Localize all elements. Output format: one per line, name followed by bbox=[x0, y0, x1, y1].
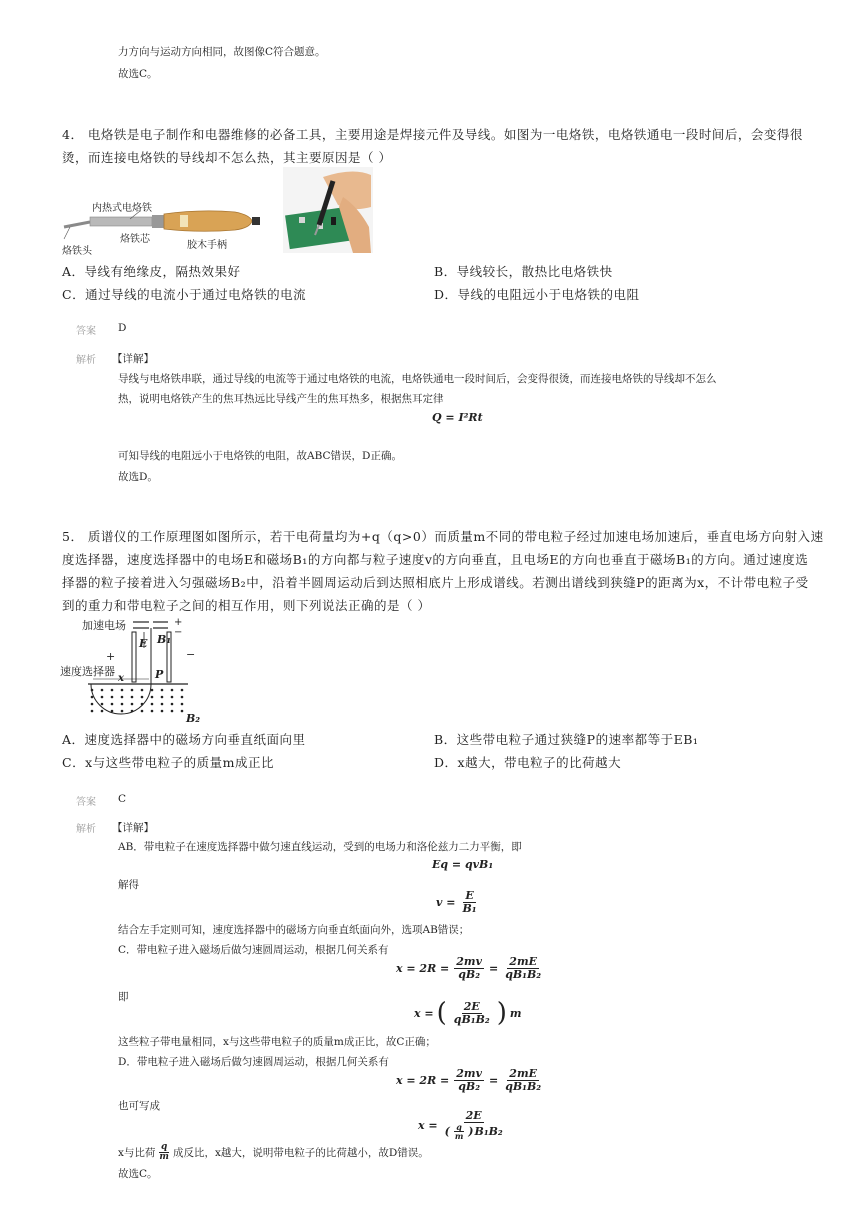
label-plus-left: + bbox=[106, 650, 116, 663]
f2-den: B₁ bbox=[462, 902, 477, 915]
s9-pre: x与比荷 bbox=[118, 1147, 156, 1159]
q5-stem-line-3: 择器的粒子接着进入匀强磁场B₂中，沿着半圆周运动后到达照相底片上形成谱线。若测出谱线到狭缝P的距离为x，不计带电粒子受 bbox=[62, 575, 809, 590]
q5-option-d: D．x越大，带电粒子的比荷越大 bbox=[434, 755, 622, 770]
label-inner-heat-iron: 内热式电烙铁 bbox=[92, 203, 152, 214]
label-velocity-selector: 速度选择器 bbox=[60, 665, 115, 678]
f4-den: qB₁B₂ bbox=[453, 1012, 490, 1026]
q5-answer-label: 答案 bbox=[76, 797, 96, 808]
f4-num: 2E bbox=[463, 999, 480, 1013]
q4-analysis-label: 解析 bbox=[76, 355, 96, 366]
f6-lhs: x = bbox=[418, 1118, 438, 1132]
label-iron-core: 烙铁芯 bbox=[120, 234, 150, 245]
f3-eq: = bbox=[488, 962, 499, 975]
q4-joule-formula: Q = I²Rt bbox=[432, 411, 483, 424]
f6-den-rest: B₁B₂ bbox=[474, 1124, 503, 1138]
q5-answer: C bbox=[118, 793, 127, 805]
q5-step-3: 结合左手定则可知，速度选择器中的磁场方向垂直纸面向外，选项AB错误； bbox=[118, 924, 470, 936]
q4-solution-line-4: 故选D。 bbox=[118, 471, 158, 483]
f6-num: 2E bbox=[465, 1109, 482, 1122]
q4-option-b: B．导线较长，散热比电烙铁快 bbox=[434, 264, 613, 279]
q4-answer: D bbox=[118, 322, 127, 334]
q5-stem-line-2: 度选择器，速度选择器中的电场E和磁场B₁的方向都与粒子速度v的方向垂直，且电场E的方向也垂直于磁场B₁的方向。通过速度选 bbox=[62, 552, 809, 567]
prev-line-1: 力方向与运动方向相同，故图像C符合题意。 bbox=[118, 46, 326, 58]
f3-num-2: 2mE bbox=[509, 955, 537, 968]
q5-stem-line-1: 5． 质谱仪的工作原理图如图所示，若干电荷量均为+q（q>0）而质量m不同的带电粒子经过加速电场加速后，垂直电场方向射入速 bbox=[62, 529, 824, 544]
f4-m: m bbox=[509, 1006, 522, 1020]
label-plus-top: + bbox=[174, 617, 183, 628]
label-accel-field: 加速电场 bbox=[82, 619, 126, 632]
q5-detail-heading: 【详解】 bbox=[112, 822, 154, 834]
q5-step-9 bbox=[118, 1143, 429, 1162]
soldering-photo bbox=[283, 167, 373, 253]
q5-option-a: A．速度选择器中的磁场方向垂直纸面向里 bbox=[62, 732, 306, 747]
label-P: P bbox=[155, 668, 164, 681]
f4-lhs: x = bbox=[414, 1006, 434, 1020]
label-x: x bbox=[118, 673, 124, 684]
q5-formula-2 bbox=[436, 890, 481, 915]
s9-m: m bbox=[159, 1152, 169, 1162]
f2-num: E bbox=[465, 889, 474, 902]
q5-formula-4: x = ( $\frac{2E}{\text{qB₁B₂}}$ ) m bbox=[414, 998, 522, 1028]
f6-den-m: m bbox=[454, 1131, 464, 1141]
q4-option-a: A．导线有绝缘皮，隔热效果好 bbox=[62, 264, 241, 279]
label-minus-right: − bbox=[186, 648, 196, 661]
q5-step-8: 也可写成 bbox=[118, 1100, 160, 1112]
f5-num-2: 2mE bbox=[509, 1067, 537, 1080]
q4-option-c: C．通过导线的电流小于通过电烙铁的电流 bbox=[62, 287, 307, 302]
q5-step-10: 故选C。 bbox=[118, 1168, 158, 1180]
label-bakelite-handle: 胶木手柄 bbox=[187, 240, 227, 251]
q4-solution-line-3: 可知导线的电阻远小于电烙铁的电阻，故ABC错误，D正确。 bbox=[118, 450, 402, 462]
q5-step-4: C．带电粒子进入磁场后做匀速圆周运动，根据几何关系有 bbox=[118, 944, 389, 956]
q4-solution-line-1: 导线与电烙铁串联，通过导线的电流等于通过电烙铁的电流，电烙铁通电一段时间后，会变得很烫，而连接电烙铁的导线却不怎么 bbox=[118, 373, 717, 385]
f3-num-1: 2mv bbox=[456, 955, 482, 968]
f5-lhs: x = 2R = bbox=[396, 1074, 450, 1087]
q5-step-1: AB．带电粒子在速度选择器中做匀速直线运动，受到的电场力和洛伦兹力二力平衡，即 bbox=[118, 841, 522, 853]
q4-stem-line-1: 4． 电烙铁是电子制作和电器维修的必备工具，主要用途是焊接元件及导线。如图为一电烙铁，电烙铁通电一段时间后，会变得很 bbox=[62, 127, 803, 142]
f2-lhs: v = bbox=[436, 896, 456, 909]
s9-q: q bbox=[161, 1142, 168, 1152]
f3-den-2: qB₁B₂ bbox=[505, 968, 542, 981]
q4-answer-label: 答案 bbox=[76, 326, 96, 337]
label-minus-top: − bbox=[174, 627, 183, 638]
s9-post: 成反比，x越大，说明带电粒子的比荷越小，故D错误。 bbox=[172, 1147, 429, 1159]
q4-stem-line-2: 烫，而连接电烙铁的导线却不怎么热，其主要原因是（ ） bbox=[62, 150, 392, 165]
f5-den-1: qB₂ bbox=[458, 1080, 481, 1093]
f5-eq: = bbox=[488, 1074, 499, 1087]
q5-formula-3 bbox=[396, 956, 545, 981]
f5-den-2: qB₁B₂ bbox=[505, 1080, 542, 1093]
q4-solution-line-2: 热，说明电烙铁产生的焦耳热远比导线产生的焦耳热多，根据焦耳定律 bbox=[118, 393, 444, 405]
label-iron-head: 烙铁头 bbox=[62, 246, 92, 257]
q5-step-2: 解得 bbox=[118, 879, 139, 891]
q4-option-d: D．导线的电阻远小于电烙铁的电阻 bbox=[434, 287, 640, 302]
f6-den-q: q bbox=[456, 1122, 462, 1132]
q5-option-c: C．x与这些带电粒子的质量m成正比 bbox=[62, 755, 274, 770]
label-B1: B₁ bbox=[157, 633, 172, 646]
label-E: E bbox=[139, 637, 148, 650]
q5-formula-5 bbox=[396, 1068, 545, 1093]
q5-step-6: 这些粒子带电量相同，x与这些带电粒子的质量m成正比，故C正确； bbox=[118, 1036, 436, 1048]
q5-stem-line-4: 到的重力和带电粒子之间的相互作用，则下列说法正确的是（ ） bbox=[62, 598, 431, 613]
q5-analysis-label: 解析 bbox=[76, 824, 96, 835]
q5-formula-1: Eq = qvB₁ bbox=[432, 858, 494, 871]
q5-step-5: 即 bbox=[118, 991, 129, 1003]
f5-num-1: 2mv bbox=[456, 1067, 482, 1080]
q5-option-b: B．这些带电粒子通过狭缝P的速率都等于EB₁ bbox=[434, 732, 699, 747]
f3-den-1: qB₂ bbox=[458, 968, 481, 981]
prev-line-2: 故选C。 bbox=[118, 68, 158, 80]
f3-lhs: x = 2R = bbox=[396, 962, 450, 975]
q4-detail-heading: 【详解】 bbox=[112, 353, 154, 365]
q5-step-7: D．带电粒子进入磁场后做匀速圆周运动，根据几何关系有 bbox=[118, 1056, 389, 1068]
label-B2: B₂ bbox=[186, 712, 201, 725]
q5-formula-6: x = 2E ( $\frac{q}{m}$ ) B₁B₂ bbox=[418, 1109, 503, 1141]
